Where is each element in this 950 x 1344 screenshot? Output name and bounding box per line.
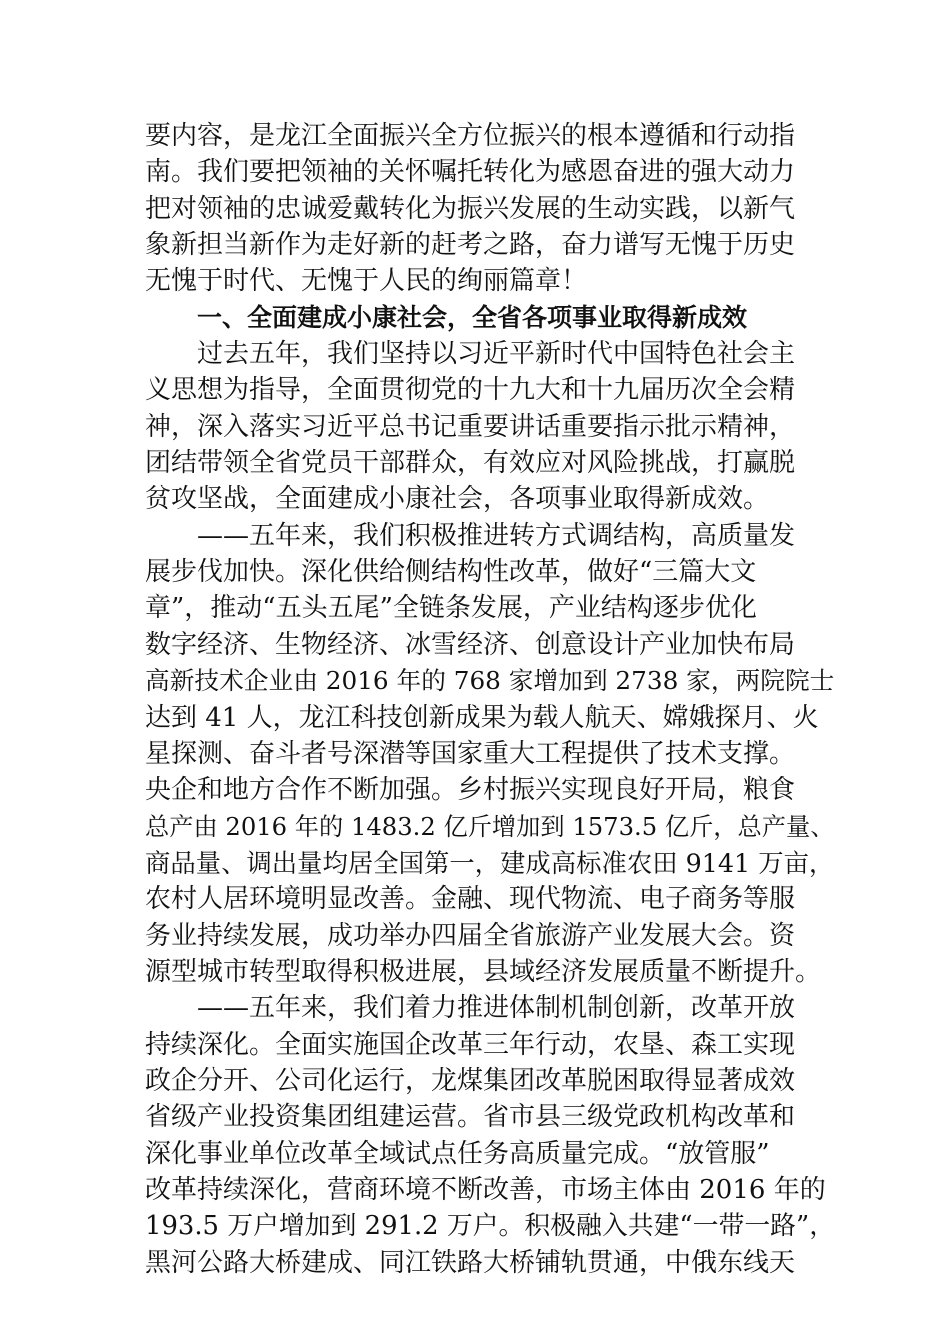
text-line: 政企分开、公司化运行，龙煤集团改革脱困取得显著成效 [145, 1065, 796, 1096]
text-line: 义思想为指导，全面贯彻党的十九大和十九届历次全会精 [145, 375, 796, 406]
text-line: 神，深入落实习近平总书记重要讲话重要指示批示精神， [145, 411, 796, 442]
text-line: 象新担当新作为走好新的赶考之路，奋力谱写无愧于历史 [145, 230, 796, 261]
text-line: 193.5 万户增加到 291.2 万户。积极融入共建“一带一路”， [145, 1211, 836, 1242]
text-line: 章”，推动“五头五尾”全链条发展，产业结构逐步优化 [145, 593, 757, 624]
text-line: 星探测、奋斗者号深潜等国家重大工程提供了技术支撑。 [145, 738, 796, 769]
text-line: 展步伐加快。深化供给侧结构性改革，做好“三篇大文 [145, 557, 757, 588]
text-line: 数字经济、生物经济、冰雪经济、创意设计产业加快布局 [145, 629, 796, 660]
paragraph-start: ——五年来，我们积极推进转方式调结构，高质量发 [197, 520, 796, 551]
text-line: 商品量、调出量均居全国第一，建成高标准农田 9141 万亩， [145, 847, 835, 878]
text-line: 持续深化。全面实施国企改革三年行动，农垦、森工实现 [145, 1029, 796, 1060]
text-line: 深化事业单位改革全域试点任务高质量完成。“放管服” [145, 1138, 770, 1169]
text-line: 达到 41 人，龙江科技创新成果为载人航天、嫦娥探月、火 [145, 702, 819, 733]
text-line: 黑河公路大桥建成、同江铁路大桥铺轨贯通，中俄东线天 [145, 1247, 796, 1278]
text-line: 南。我们要把领袖的关怀嘱托转化为感恩奋进的强大动力 [145, 157, 796, 188]
text-line: 团结带领全省党员干部群众，有效应对风险挑战，打赢脱 [145, 448, 796, 479]
text-line: 农村人居环境明显改善。金融、现代物流、电子商务等服 [145, 884, 796, 915]
paragraph-start: 过去五年，我们坚持以习近平新时代中国特色社会主 [197, 339, 796, 370]
section-heading: 一、全面建成小康社会，全省各项事业取得新成效 [197, 302, 748, 332]
paragraph-start: ——五年来，我们着力推进体制机制创新，改革开放 [197, 993, 796, 1024]
text-line: 改革持续深化，营商环境不断改善，市场主体由 2016 年的 [145, 1174, 826, 1205]
text-line: 省级产业投资集团组建运营。省市县三级党政机构改革和 [145, 1102, 796, 1133]
text-line: 高新技术企业由 2016 年的 768 家增加到 2738 家，两院院士 [145, 666, 835, 696]
text-line: 源型城市转型取得积极进展，县域经济发展质量不断提升。 [145, 956, 822, 987]
text-line: 央企和地方合作不断加强。乡村振兴实现良好开局，粮食 [145, 775, 796, 806]
text-line: 总产由 2016 年的 1483.2 亿斤增加到 1573.5 亿斤，总产量、 [145, 811, 835, 841]
document-body [145, 118, 835, 1281]
text-line: 要内容，是龙江全面振兴全方位振兴的根本遵循和行动指 [145, 121, 796, 151]
text-line: 贫攻坚战，全面建成小康社会，各项事业取得新成效。 [145, 484, 770, 515]
text-line: 无愧于时代、无愧于人民的绚丽篇章！ [145, 266, 588, 297]
text-line: 把对领袖的忠诚爱戴转化为振兴发展的生动实践，以新气 [145, 193, 796, 224]
text-line: 务业持续发展，成功举办四届全省旅游产业发展大会。资 [145, 920, 796, 951]
